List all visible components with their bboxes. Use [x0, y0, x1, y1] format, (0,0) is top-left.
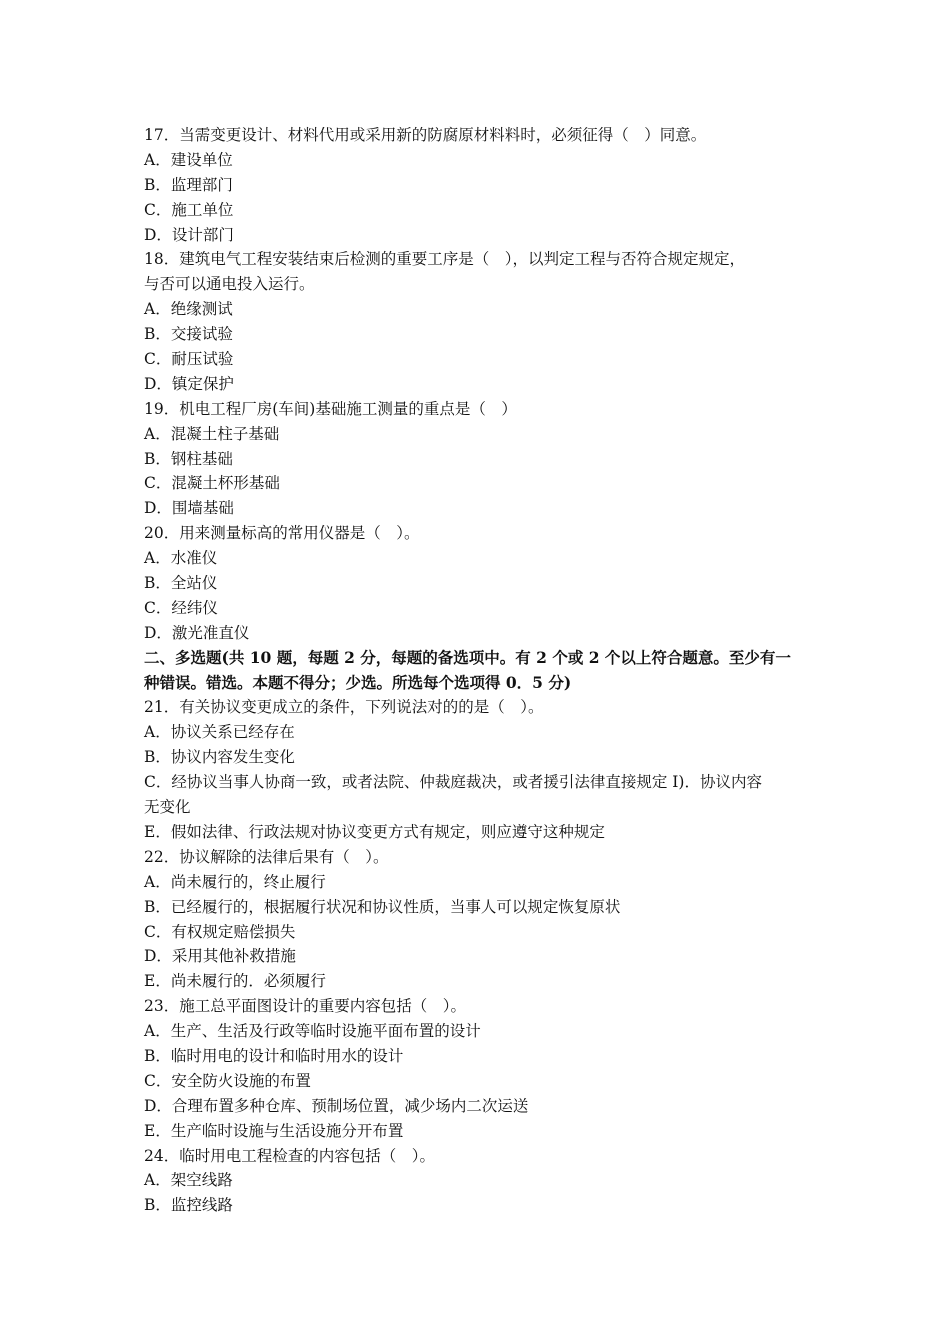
option-line: E．假如法律、行政法规对协议变更方式有规定，则应遵守这种规定: [144, 822, 605, 841]
option-line: A．水准仪: [144, 549, 218, 568]
question-line: 19．机电工程厂房(车间)基础施工测量的重点是（ ）: [144, 399, 517, 418]
option-line: B．监控线路: [144, 1196, 233, 1215]
option-line: B．钢柱基础: [144, 449, 233, 468]
option-line: A．混凝土柱子基础: [144, 424, 280, 443]
option-line: D．激光准直仪: [144, 623, 250, 642]
option-line: C．经协议当事人协商一致，或者法院、仲裁庭裁决，或者援引法律直接规定 I)．协议内容: [144, 773, 762, 792]
option-line: D．围墙基础: [144, 499, 234, 518]
option-line: B．协议内容发生变化: [144, 748, 295, 767]
option-line: E．生产临时设施与生活设施分开布置: [144, 1121, 404, 1140]
option-line: D．镇定保护: [144, 374, 234, 393]
question-line: 17．当需变更设计、材料代用或采用新的防腐原材料料时，必须征得（ ）同意。: [144, 126, 707, 144]
question-line: 23．施工总平面图设计的重要内容包括（ ）。: [144, 997, 466, 1016]
question-line: 与否可以通电投入运行。: [144, 275, 315, 294]
option-line: B．监理部门: [144, 175, 233, 194]
option-line: A．生产、生活及行政等临时设施平面布置的设计: [144, 1022, 481, 1041]
section-heading: 二、多选题(共 10 题，每题 2 分，每题的备选项中。有 2 个或 2 个以上符合题意。至少有一: [144, 647, 791, 667]
option-line: A．建设单位: [144, 150, 233, 169]
option-line: A．架空线路: [144, 1171, 233, 1190]
option-line: A．尚未履行的，终止履行: [144, 872, 326, 891]
question-line: 18．建筑电气工程安装结束后检测的重要工序是（ ），以判定工程与否符合规定规定，: [144, 250, 745, 269]
option-line: D．采用其他补救措施: [144, 947, 296, 966]
question-line: 21．有关协议变更成立的条件，下列说法对的的是（ ）。: [144, 698, 544, 717]
option-line: A．绝缘测试: [144, 300, 233, 319]
option-line: C．有权规定赔偿损失: [144, 922, 296, 941]
option-line: D．设计部门: [144, 225, 234, 244]
section-heading: 种错误。错选。本题不得分；少选。所选每个选项得 0．5 分): [144, 672, 572, 692]
option-line: A．协议关系已经存在: [144, 723, 295, 742]
document-page: [144, 123, 812, 1218]
option-line: B．全站仪: [144, 574, 218, 593]
option-line: 无变化: [144, 798, 191, 817]
option-line: B．已经履行的，根据履行状况和协议性质，当事人可以规定恢复原状: [144, 897, 621, 916]
option-line: C．经纬仪: [144, 598, 218, 617]
question-line: 22．协议解除的法律后果有（ ）。: [144, 847, 389, 866]
option-line: B．临时用电的设计和临时用水的设计: [144, 1046, 404, 1065]
option-line: E．尚未履行的．必须履行: [144, 972, 326, 991]
option-line: C．施工单位: [144, 200, 234, 219]
question-line: 20．用来测量标高的常用仪器是（ ）。: [144, 524, 420, 543]
option-line: C．耐压试验: [144, 350, 234, 369]
option-line: D．合理布置多种仓库、预制场位置，减少场内二次运送: [144, 1096, 529, 1115]
question-line: 24．临时用电工程检查的内容包括（ ）。: [144, 1146, 435, 1165]
option-line: C．混凝土杯形基础: [144, 474, 280, 493]
option-line: B．交接试验: [144, 325, 233, 344]
option-line: C．安全防火设施的布置: [144, 1071, 311, 1090]
